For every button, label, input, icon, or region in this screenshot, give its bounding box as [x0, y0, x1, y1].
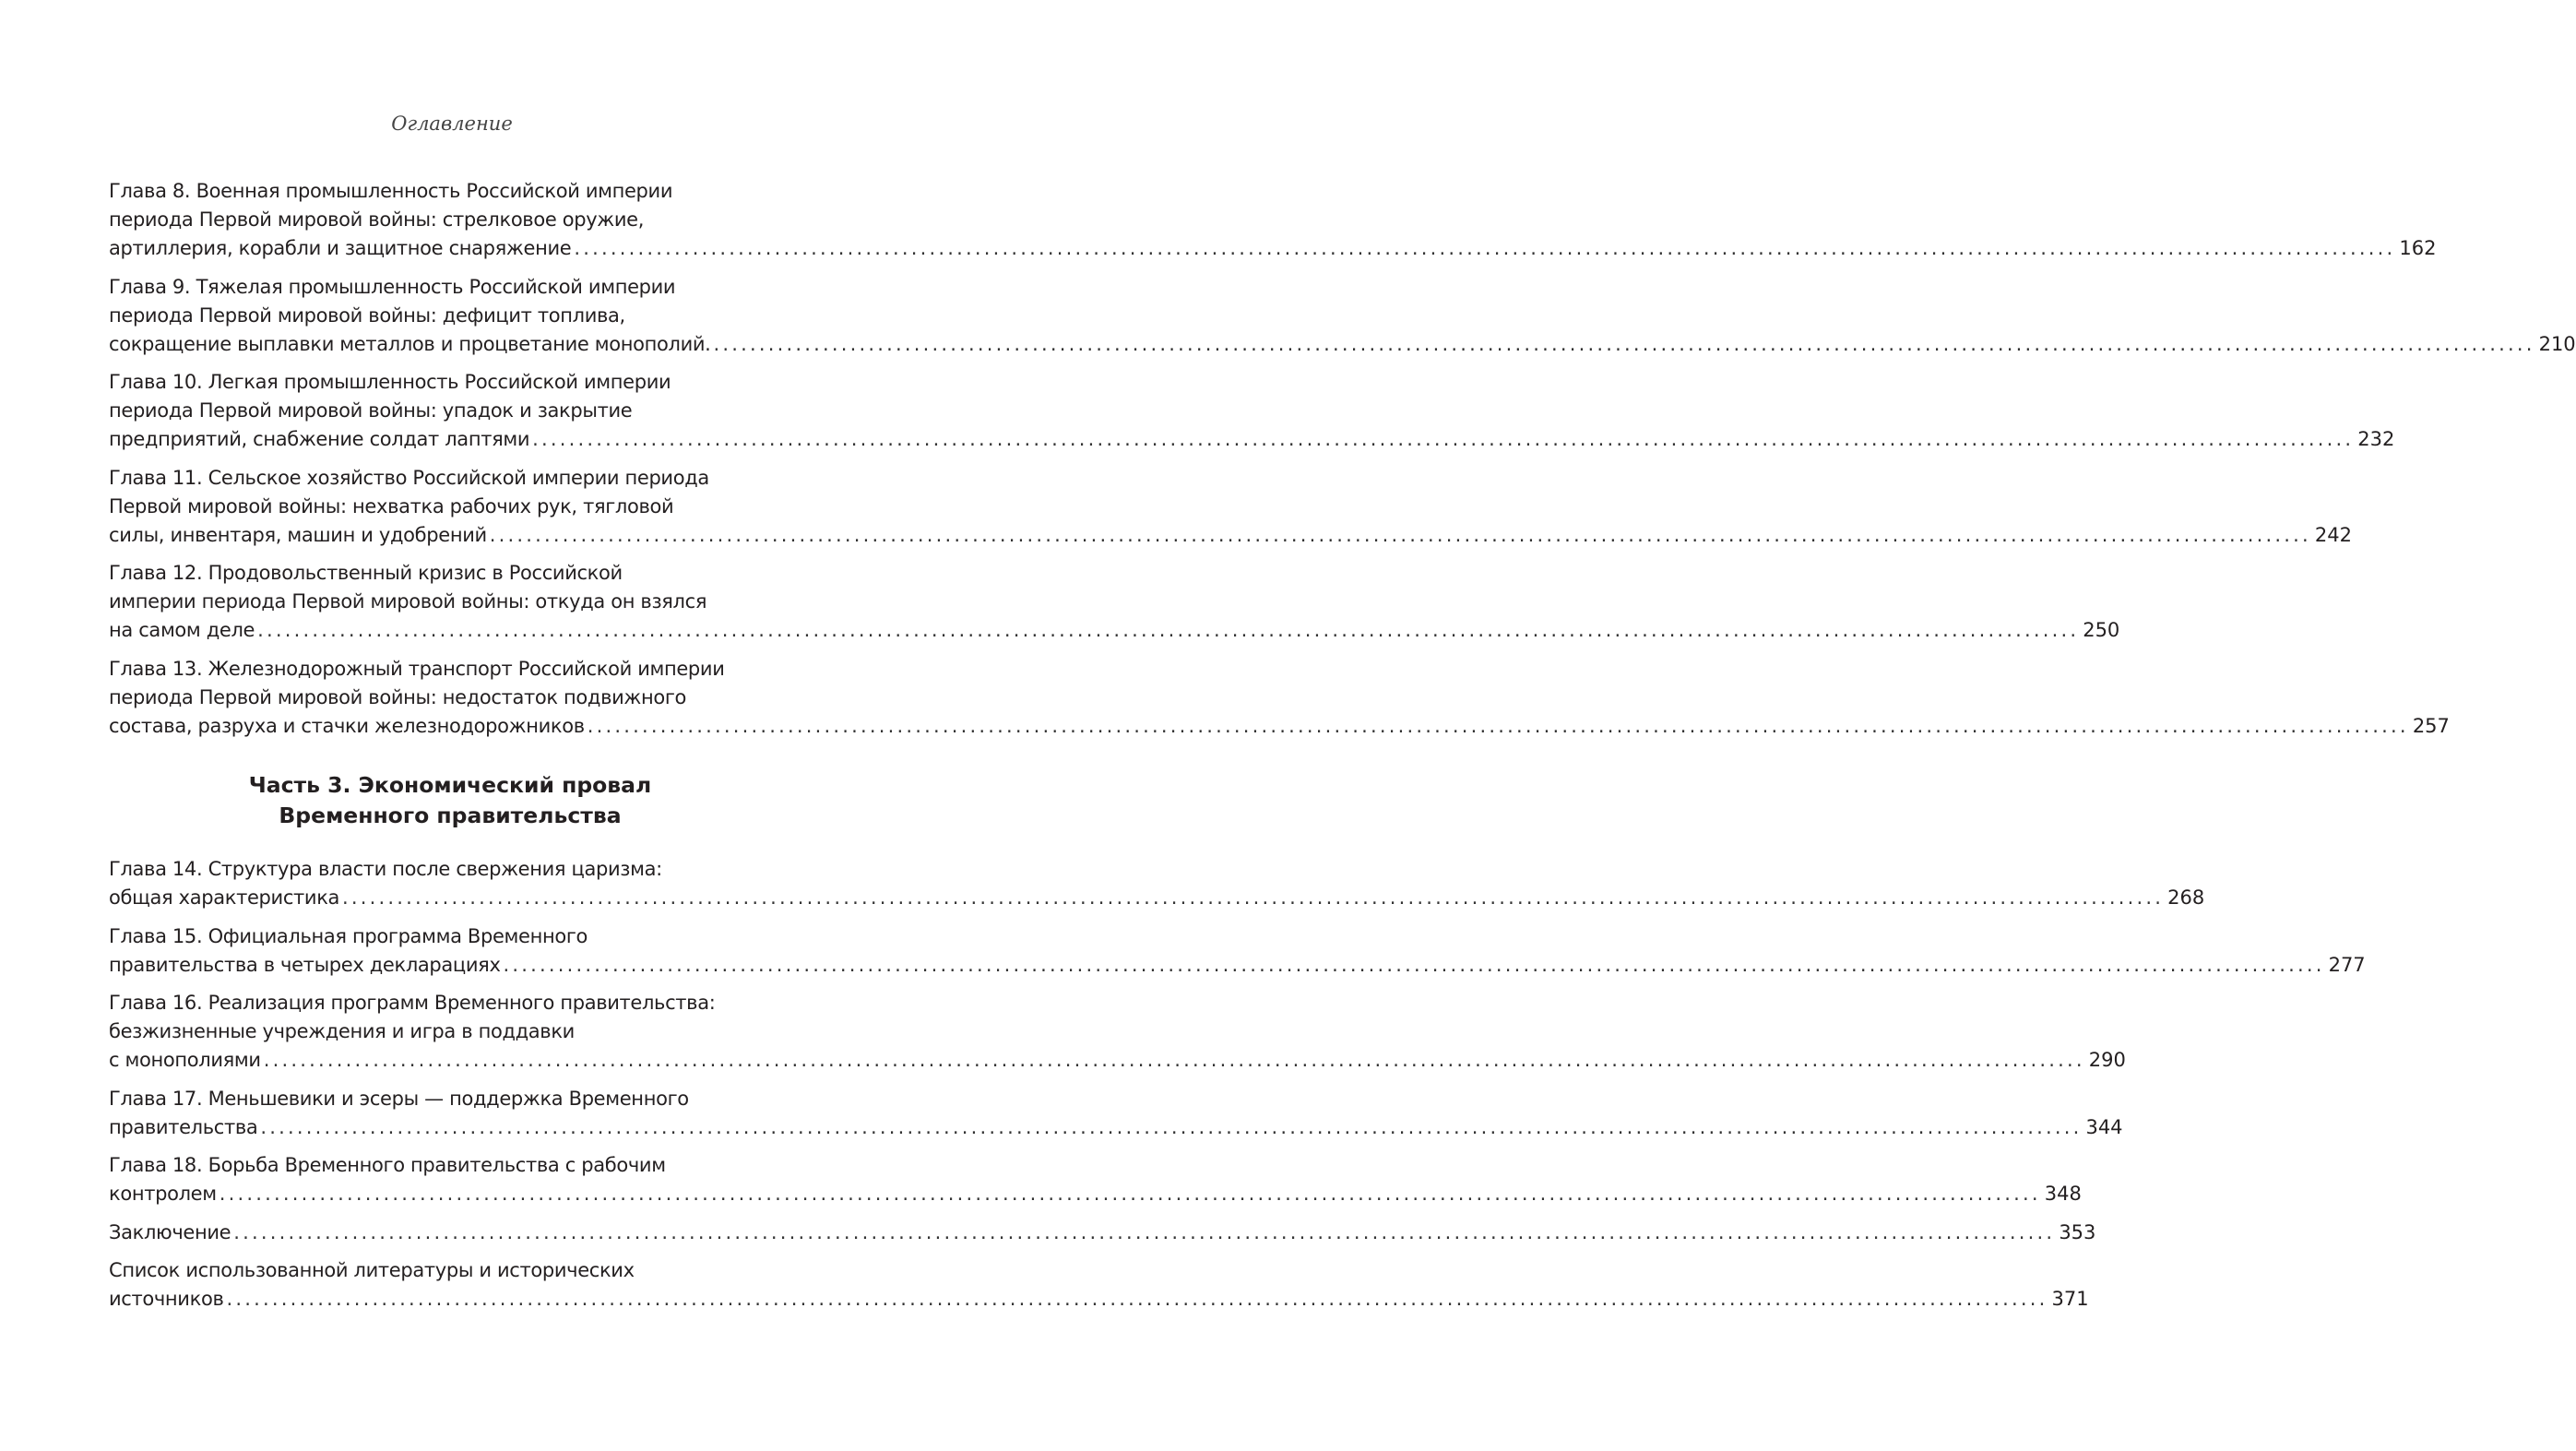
dot-leader: ........................................................................................................................................................................................................ — [713, 332, 2535, 355]
page-number: 250 — [2083, 619, 2120, 641]
dot-leader: ........................................................................................................................................................................................................ — [233, 1220, 2056, 1243]
toc-entry-text: состава, разруха и стачки железнодорожников — [109, 714, 585, 737]
dot-leader: ........................................................................................................................................................................................................ — [219, 1183, 2041, 1205]
toc-entry-last-line — [109, 330, 2576, 359]
dot-leader: ........................................................................................................................................................................................................ — [260, 1115, 2083, 1138]
page-number: 353 — [2059, 1220, 2096, 1243]
page-number: 257 — [2412, 714, 2450, 737]
toc-entry-line: Первой мировой войны: нехватка рабочих рук, тягловой — [109, 494, 674, 517]
toc-entry-line: Глава 13. Железнодорожный транспорт Российской империи — [109, 657, 725, 680]
dot-leader: ........................................................................................................................................................................................................ — [489, 523, 2311, 546]
toc-entry-line: периода Первой мировой войны: дефицит топлива, — [109, 303, 625, 327]
toc-entry-last-line — [109, 425, 2395, 454]
toc-entry-line: Глава 9. Тяжелая промышленность Российской империи — [109, 275, 676, 298]
toc-entry-last-line — [109, 712, 2450, 741]
part-heading — [0, 770, 900, 831]
dot-leader: ........................................................................................................................................................................................................ — [503, 953, 2325, 976]
page-number: 210 — [2538, 332, 2576, 355]
page-number: 232 — [2357, 428, 2395, 450]
toc-entry-last-line — [109, 616, 2120, 645]
page-number: 290 — [2088, 1049, 2126, 1071]
toc-entry-last-line — [109, 951, 2366, 980]
toc-entry[interactable] — [109, 368, 2395, 454]
dot-leader: ........................................................................................................................................................................................................ — [532, 428, 2355, 450]
toc-entry-last-line — [109, 884, 2205, 912]
toc-entry[interactable] — [109, 1256, 2089, 1314]
dot-leader: ........................................................................................................................................................................................................ — [226, 1288, 2048, 1310]
dot-leader: ........................................................................................................................................................................................................ — [257, 619, 2080, 641]
toc-entry-last-line — [109, 1113, 2123, 1142]
toc-entry-line: Глава 14. Структура власти после свержения царизма: — [109, 858, 662, 880]
page-number: 344 — [2085, 1115, 2123, 1138]
toc-entry-line: Глава 10. Легкая промышленность Российской империи — [109, 371, 671, 393]
toc-entry-text: правительства в четырех декларациях — [109, 953, 501, 976]
toc-entry-text: Заключение — [109, 1220, 231, 1243]
toc-entry-line: Глава 12. Продовольственный кризис в Российской — [109, 562, 623, 584]
toc-entry-line: Глава 18. Борьба Временного правительства с рабочим — [109, 1154, 666, 1176]
toc-entry-text: контролем — [109, 1183, 217, 1205]
page-number: 277 — [2328, 953, 2366, 976]
toc-entry-text: силы, инвентаря, машин и удобрений — [109, 523, 487, 546]
toc-entry-last-line — [109, 1046, 2126, 1075]
dot-leader: ........................................................................................................................................................................................................ — [342, 886, 2165, 909]
toc-entry-text: правительства — [109, 1115, 258, 1138]
page-number: 162 — [2399, 237, 2437, 259]
toc-entry-last-line — [109, 1285, 2089, 1314]
dot-leader: ........................................................................................................................................................................................................ — [587, 714, 2409, 737]
toc-entry[interactable] — [109, 655, 2450, 741]
toc-entry[interactable] — [109, 1219, 2096, 1247]
toc-entry-text: на самом деле — [109, 619, 255, 641]
toc-entry[interactable] — [109, 1151, 2082, 1208]
toc-entry[interactable] — [109, 177, 2437, 263]
toc-entry-line: Глава 8. Военная промышленность Российской империи — [109, 180, 673, 202]
toc-entry-text: общая характеристика — [109, 886, 340, 909]
part-heading-line-2: Временного правительства — [279, 803, 622, 828]
toc-entry-line: Список использованной литературы и исторических — [109, 1259, 635, 1281]
toc-entry[interactable] — [109, 273, 2576, 359]
toc-entry-last-line — [109, 1219, 2096, 1247]
running-head: Оглавление — [391, 113, 513, 135]
toc-entry-last-line — [109, 521, 2352, 550]
toc-entry[interactable] — [109, 989, 2126, 1075]
toc-entry-line: Глава 16. Реализация программ Временного правительства: — [109, 992, 716, 1014]
toc-entry-text: источников — [109, 1288, 224, 1310]
toc-entry-line: периода Первой мировой войны: недостаток подвижного — [109, 685, 687, 708]
toc-entry-text: артиллерия, корабли и защитное снаряжение — [109, 237, 572, 259]
toc-entry[interactable] — [109, 922, 2366, 980]
page-number: 348 — [2044, 1183, 2082, 1205]
toc-entry-line: безжизненные учреждения и игра в поддавки — [109, 1020, 575, 1042]
dot-leader: ........................................................................................................................................................................................................ — [263, 1049, 2085, 1071]
part-heading-line-1: Часть 3. Экономический провал — [248, 772, 652, 798]
toc-entry-line: Глава 17. Меньшевики и эсеры — поддержка Временного — [109, 1087, 689, 1110]
toc-entry[interactable] — [109, 855, 2205, 912]
toc-entry-last-line — [109, 1180, 2082, 1208]
toc-entry-line: Глава 15. Официальная программа Временного — [109, 924, 588, 947]
dot-leader: ........................................................................................................................................................................................................ — [574, 237, 2396, 259]
toc-entry-line: империи периода Первой мировой войны: откуда он взялся — [109, 590, 707, 613]
toc-entry[interactable] — [109, 464, 2352, 550]
toc-entry-line: периода Первой мировой войны: стрелковое оружие, — [109, 208, 645, 231]
toc-entry-text: предприятий, снабжение солдат лаптями — [109, 428, 530, 450]
toc-entry[interactable] — [109, 559, 2120, 645]
page-number: 268 — [2167, 886, 2205, 909]
toc-entry[interactable] — [109, 1085, 2123, 1142]
toc-lower — [109, 855, 2366, 1324]
page-number: 371 — [2051, 1288, 2089, 1310]
toc-entry-line: Глава 11. Сельское хозяйство Российской империи периода — [109, 466, 709, 489]
toc-entry-text: сокращение выплавки металлов и процветание монополий. — [109, 332, 711, 355]
toc-upper — [109, 177, 2576, 750]
page-number: 242 — [2314, 523, 2352, 546]
toc-entry-line: периода Первой мировой войны: упадок и закрытие — [109, 399, 633, 422]
toc-entry-text: с монополиями — [109, 1049, 261, 1071]
toc-entry-last-line — [109, 234, 2437, 263]
